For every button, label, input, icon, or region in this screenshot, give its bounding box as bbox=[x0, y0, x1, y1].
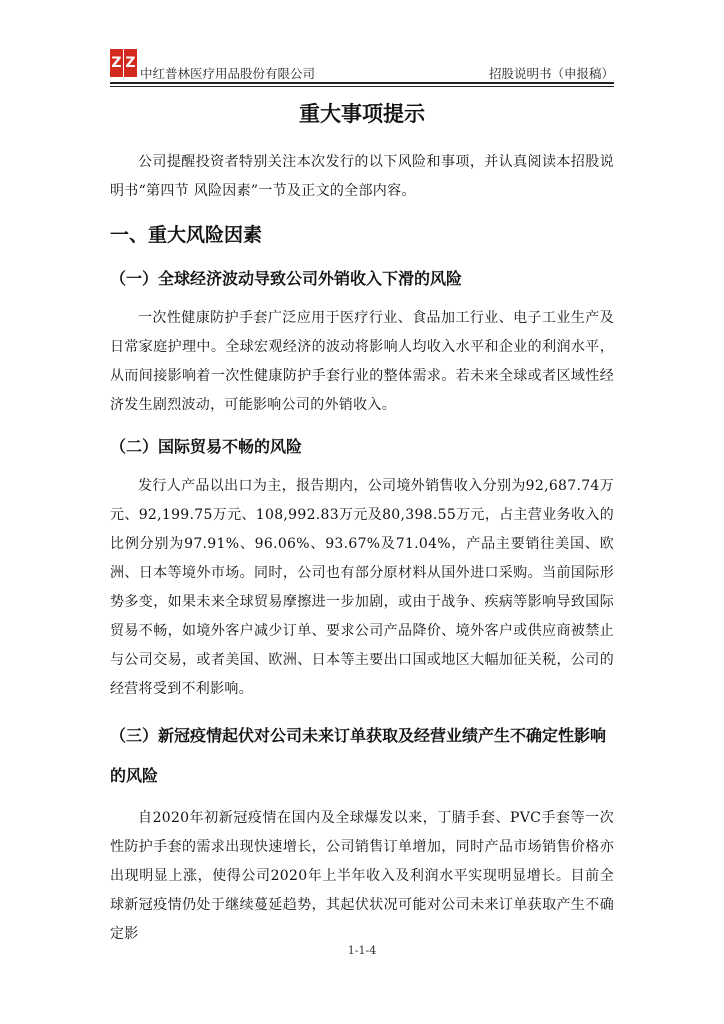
company-logo bbox=[110, 49, 138, 77]
header-rule-thick bbox=[110, 82, 614, 84]
page-title: 重大事项提示 bbox=[299, 102, 425, 126]
subsection-heading: （一）全球经济波动导致公司外销收入下滑的风险 bbox=[110, 269, 463, 288]
section-heading: 一、重大风险因素 bbox=[110, 224, 263, 246]
subsection-heading: （二）国际贸易不畅的风险 bbox=[110, 437, 303, 456]
body-paragraph: 发行人产品以出口为主，报告期内，公司境外销售收入分别为92,687.74万元、92,199.75万元、108,992.83万元及80,398.55万元，占主营业务收入的比例分别为97.91%、96.06%、93.67%及71.04%，产品主要销往美国、欧洲、日本等境外市场。同时，公司也有部分原材料从国外进口采购。当前国际形势多变，如果未来全球贸易摩擦进一步加剧，或由于战争、疾病等影响导致国际贸易不畅，如境外客户减少订单、要求公司产品降价、境外客户或供应商被禁止与公司交易，或者美国、欧洲、日本等主要出口国或地区大幅加征关税，公司的经营将受到不利影响。 bbox=[110, 478, 614, 697]
body-paragraph: 自2020年初新冠疫情在国内及全球爆发以来，丁腈手套、PVC手套等一次性防护手套的需求出现快速增长，公司销售订单增加，同时产品市场销售价格亦出现明显上涨，使得公司2020年上半年收入及利润水平实现明显增长。目前全球新冠疫情仍处于继续蔓延趋势，其起伏状况可能对公司未来订单获取产生不确定影 bbox=[110, 810, 614, 942]
header-rule-thin bbox=[110, 86, 614, 87]
page-header bbox=[110, 46, 614, 84]
intro-paragraph: 公司提醒投资者特别关注本次发行的以下风险和事项，并认真阅读本招股说明书“第四节 风险因素”一节及正文的全部内容。 bbox=[110, 154, 614, 199]
company-name: 中红普林医疗用品股份有限公司 bbox=[140, 66, 316, 81]
page-content bbox=[110, 98, 614, 949]
document-type: 招股说明书（申报稿） bbox=[488, 66, 614, 81]
subsection-heading: （三）新冠疫情起伏对公司未来订单获取及经营业绩产生不确定性影响的风险 bbox=[110, 726, 607, 785]
logo-letter: Z bbox=[110, 49, 123, 77]
body-paragraph: 一次性健康防护手套广泛应用于医疗行业、食品加工行业、电子工业生产及日常家庭护理中。全球宏观经济的波动将影响人均收入水平和企业的利润水平，从而间接影响着一次性健康防护手套行业的整体需求。若未来全球或者区域性经济发生剧烈波动，可能影响公司的外销收入。 bbox=[110, 310, 614, 413]
logo-letter: Z bbox=[124, 49, 137, 77]
page-number: 1-1-4 bbox=[347, 944, 377, 957]
